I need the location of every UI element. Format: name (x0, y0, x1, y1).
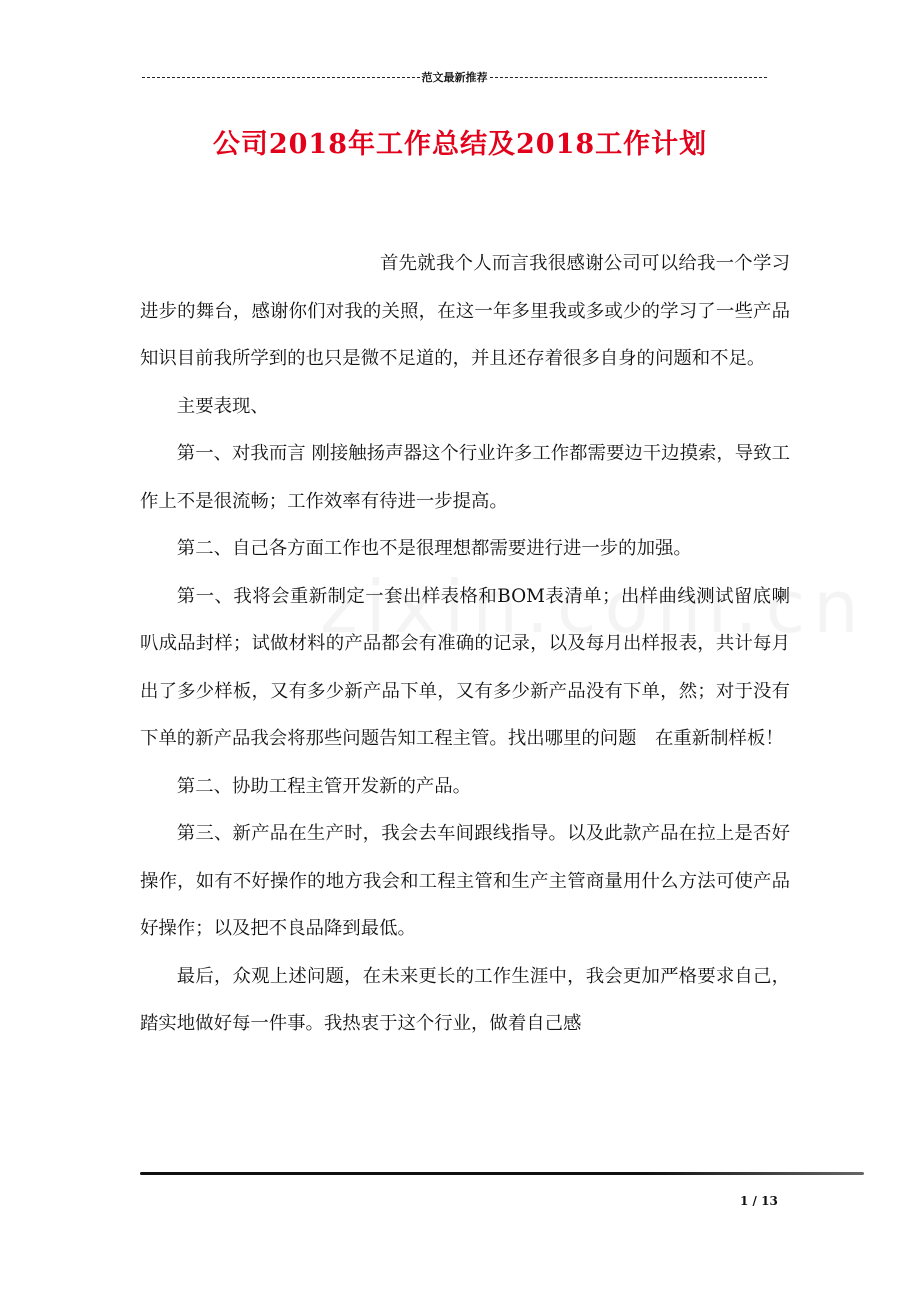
document-title: 公司2018年工作总结及2018工作计划 (212, 129, 708, 160)
paragraph: 第一、对我而言 刚接触扬声器这个行业许多工作都需要边干边摸索，导致工作上不是很流畅；工作效率有待进一步提高。 (140, 443, 790, 512)
paragraph: 第一、我将会重新制定一套出样表格和BOM表清单；出样曲线测试留底喇叭成品封样；试做材料的产品都会有准确的记录，以及每月出样报表，共计每月出了多少样板，又有多少新产品下单，又有多少新产品没有下单，然；对于没有下单的新产品我会将那些问题告知工程主管。找出哪里的问题 在重新制样板！ (140, 585, 790, 749)
paragraph: 首先就我个人而言我很感谢公司可以给我一个学习进步的舞台，感谢你们对我的关照，在这一年多里我或多或少的学习了一些产品知识目前我所学到的也只是微不足道的，并且还存着很多自身的问题和不足。 (140, 253, 790, 369)
paragraph: 第三、新产品在生产时，我会去车间跟线指导。以及此款产品在拉上是否好操作，如有不好操作的地方我会和工程主管和生产主管商量用什么方法可使产品好操作；以及把不良品降到最低。 (140, 823, 790, 939)
footer-rule (140, 1172, 864, 1175)
header-dash-right (490, 77, 768, 78)
paragraph: 第二、协助工程主管开发新的产品。 (176, 775, 472, 797)
paragraph: 主要表现、 (176, 395, 269, 417)
header-dash-left (142, 77, 420, 78)
header-label: 范文最新推荐 (421, 71, 488, 84)
paragraph: 最后，众观上述问题，在未来更长的工作生涯中，我会更加严格要求自己，踏实地做好每一件事。我热衷于这个行业，做着自己感 (140, 965, 790, 1034)
page-number: 1 / 13 (740, 1194, 778, 1208)
page-header (142, 68, 767, 86)
paragraph: 第二、自己各方面工作也不是很理想都需要进行进一步的加强。 (176, 538, 692, 559)
document-body (140, 240, 790, 1048)
